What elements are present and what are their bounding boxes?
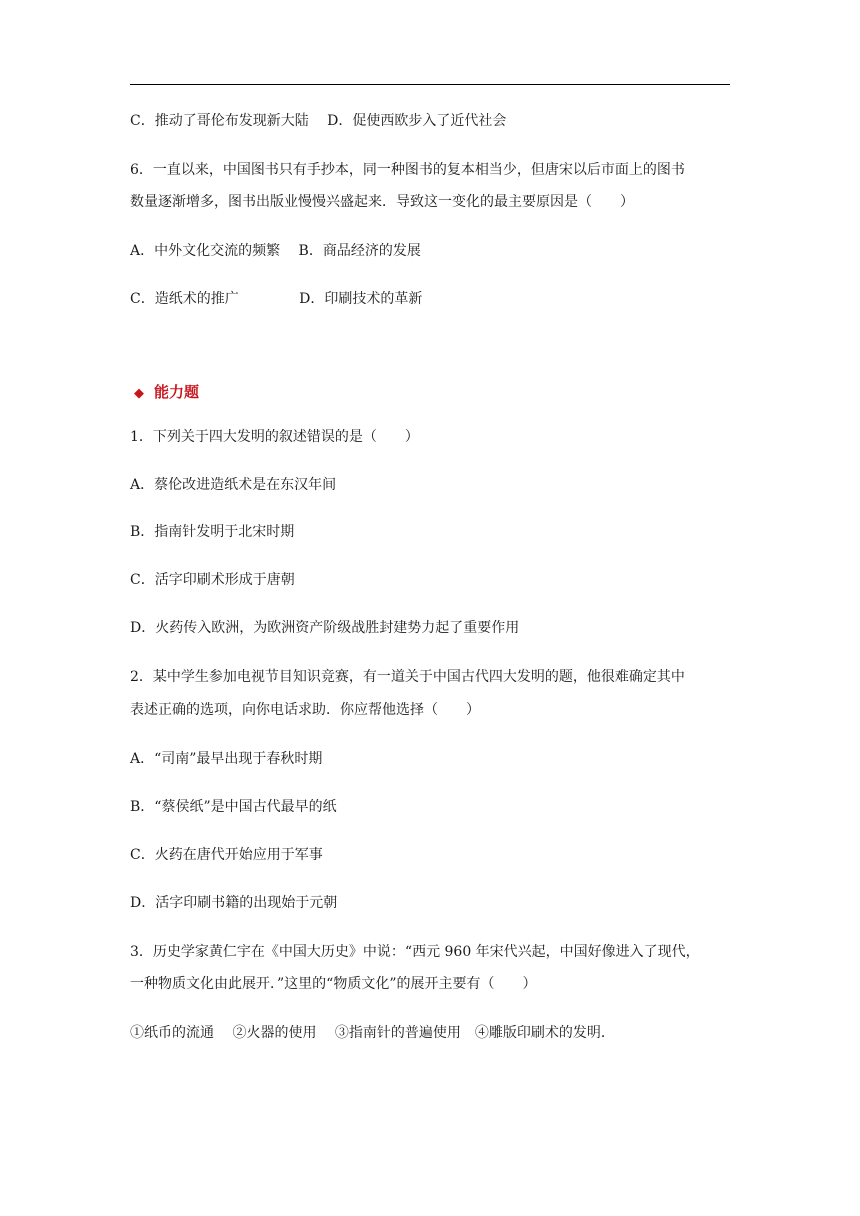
- section-heading: [134, 381, 199, 405]
- option-line: A．蔡伦改进造纸术是在东汉年间: [130, 477, 337, 493]
- option-line: B．“蔡侯纸”是中国古代最早的纸: [130, 799, 337, 815]
- option-line: C．造纸术的推广 D．印刷技术的革新: [130, 291, 423, 307]
- question-line: 表述正确的选项，向你电话求助．你应帮他选择（ ）: [130, 702, 480, 718]
- option-line: B．指南针发明于北宋时期: [130, 524, 295, 540]
- diamond-icon: ◆: [134, 386, 144, 401]
- question-line: 数量逐渐增多，图书出版业慢慢兴盛起来．导致这一变化的最主要原因是（ ）: [130, 194, 634, 210]
- section-title: 能力题: [154, 383, 200, 401]
- question-line: 3．历史学家黄仁宇在《中国大历史》中说：“西元 960 年宋代兴起，中国好像进入了现代，: [130, 944, 700, 960]
- question-line: 1．下列关于四大发明的叙述错误的是（ ）: [130, 429, 419, 445]
- question-line: 2．某中学生参加电视节目知识竞赛，有一道关于中国古代四大发明的题，他很难确定其中: [130, 669, 685, 685]
- option-line: A．中外文化交流的频繁 B．商品经济的发展: [130, 243, 421, 259]
- option-line: A．“司南”最早出现于春秋时期: [130, 751, 323, 767]
- option-line: C．火药在唐代开始应用于军事: [130, 847, 323, 863]
- question-line: 6．一直以来，中国图书只有手抄本，同一种图书的复本相当少，但唐宋以后市面上的图书: [130, 162, 685, 178]
- option-line: C．推动了哥伦布发现新大陆 D．促使西欧步入了近代社会: [130, 113, 507, 129]
- header-rule: [130, 84, 730, 85]
- option-line: ①纸币的流通 ②火器的使用 ③指南针的普遍使用 ④雕版印刷术的发明．: [130, 1025, 615, 1041]
- option-line: C．活字印刷术形成于唐朝: [130, 572, 295, 588]
- question-line: 一种物质文化由此展开．”这里的“物质文化”的展开主要有（ ）: [130, 976, 537, 992]
- option-line: D．火药传入欧洲，为欧洲资产阶级战胜封建势力起了重要作用: [130, 620, 520, 636]
- option-line: D．活字印刷书籍的出现始于元朝: [130, 895, 338, 911]
